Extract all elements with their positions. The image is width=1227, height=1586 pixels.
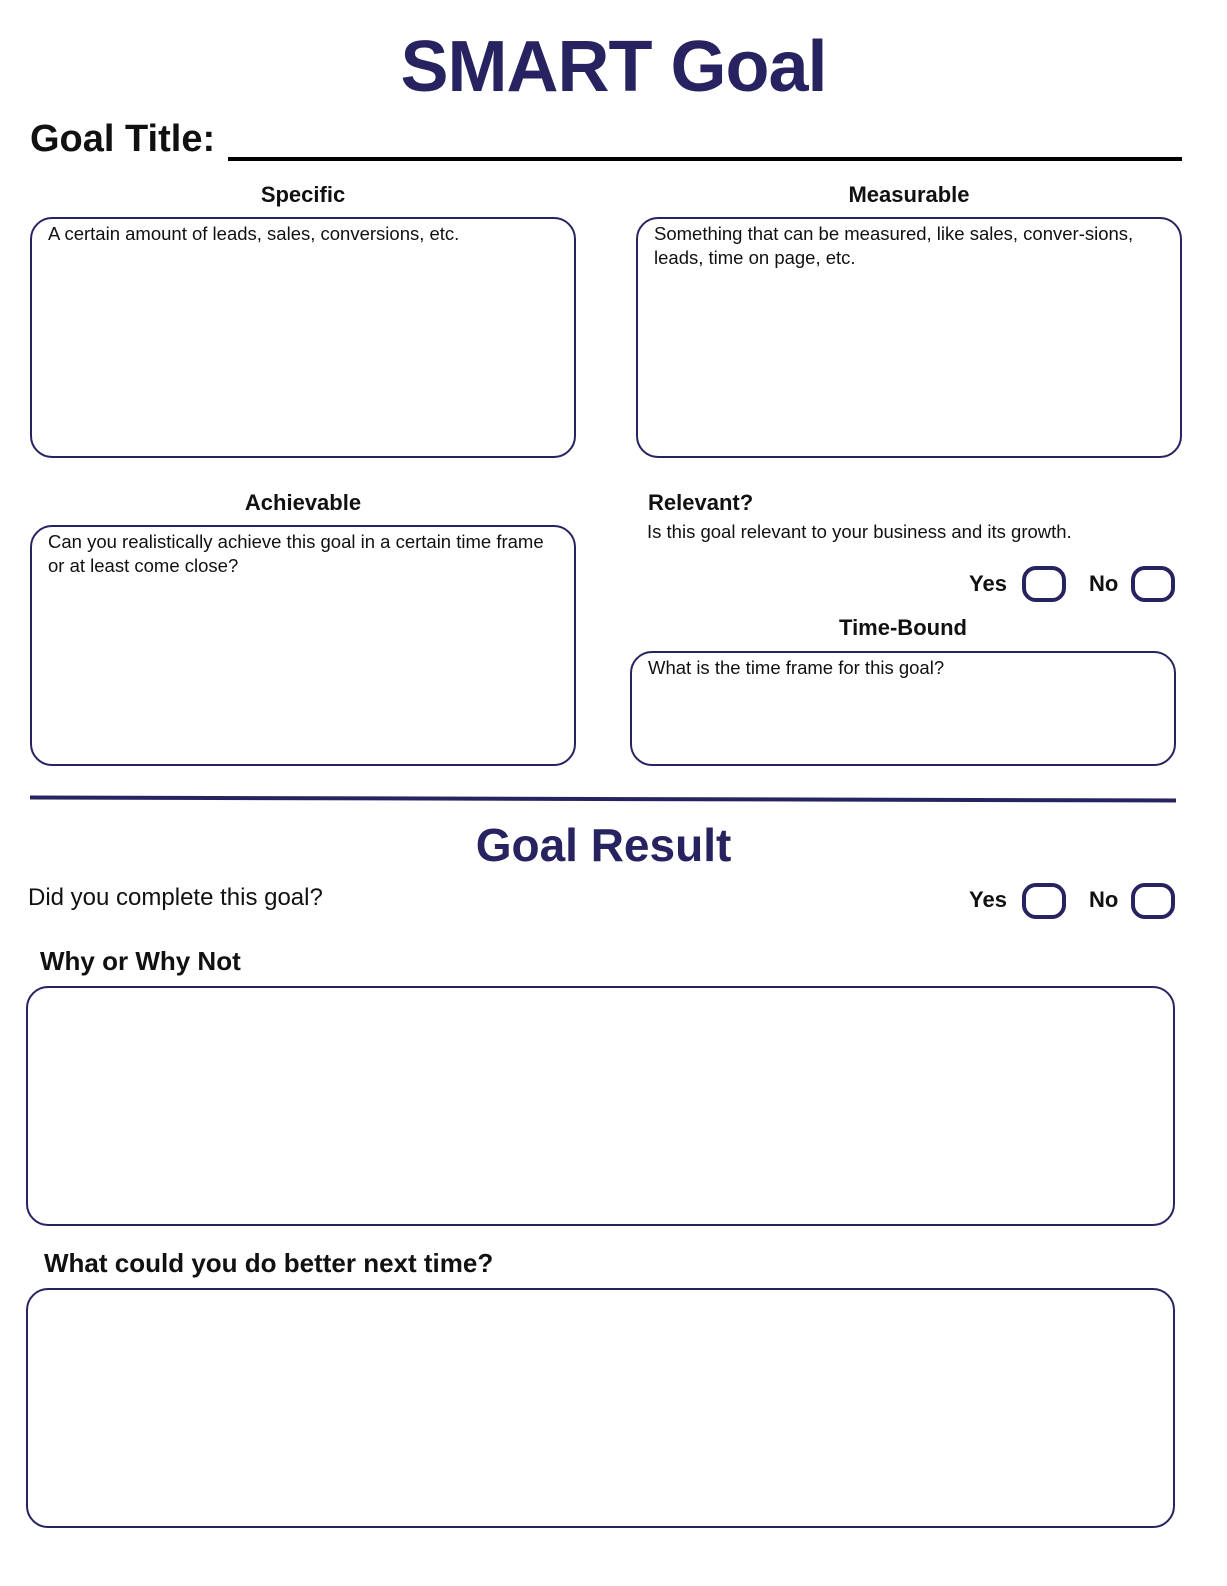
achievable-textbox[interactable]	[30, 525, 576, 766]
better-next-time-textbox[interactable]	[26, 1288, 1175, 1528]
specific-hint: A certain amount of leads, sales, conversions, etc.	[48, 223, 460, 244]
measurable-textbox[interactable]	[636, 217, 1182, 458]
why-textbox[interactable]	[26, 986, 1175, 1226]
result-no-label: No	[1089, 887, 1119, 912]
measurable-hint: Something that can be measured, like sales, conver-sions, leads, time on page, etc.	[654, 223, 1134, 268]
relevant-heading: Relevant?	[648, 490, 754, 515]
result-no-checkbox[interactable]	[1131, 883, 1175, 919]
achievable-hint: Can you realistically achieve this goal in a certain time frame or at least come close?	[48, 531, 544, 576]
goal-result-heading: Goal Result	[475, 819, 732, 871]
relevant-yes-label: Yes	[969, 571, 1007, 596]
relevant-no-checkbox[interactable]	[1131, 566, 1175, 602]
result-yes-checkbox[interactable]	[1022, 883, 1066, 919]
better-next-time-label: What could you do better next time?	[44, 1248, 494, 1278]
time-bound-textbox[interactable]	[630, 651, 1176, 766]
section-divider	[30, 795, 1176, 802]
measurable-heading: Measurable	[848, 182, 970, 207]
why-label: Why or Why Not	[40, 946, 241, 976]
time-bound-hint: What is the time frame for this goal?	[648, 657, 945, 678]
goal-title-input-line[interactable]	[228, 157, 1182, 161]
goal-title-label: Goal Title:	[30, 118, 216, 160]
page-title: SMART Goal	[400, 27, 827, 107]
time-bound-heading: Time-Bound	[839, 615, 967, 640]
specific-textbox[interactable]	[30, 217, 576, 458]
achievable-heading: Achievable	[244, 490, 362, 515]
relevant-no-label: No	[1089, 571, 1119, 596]
relevant-yes-checkbox[interactable]	[1022, 566, 1066, 602]
relevant-description: Is this goal relevant to your business and its growth.	[647, 521, 1072, 542]
completion-question: Did you complete this goal?	[28, 884, 323, 911]
specific-heading: Specific	[260, 182, 346, 207]
result-yes-label: Yes	[969, 887, 1007, 912]
